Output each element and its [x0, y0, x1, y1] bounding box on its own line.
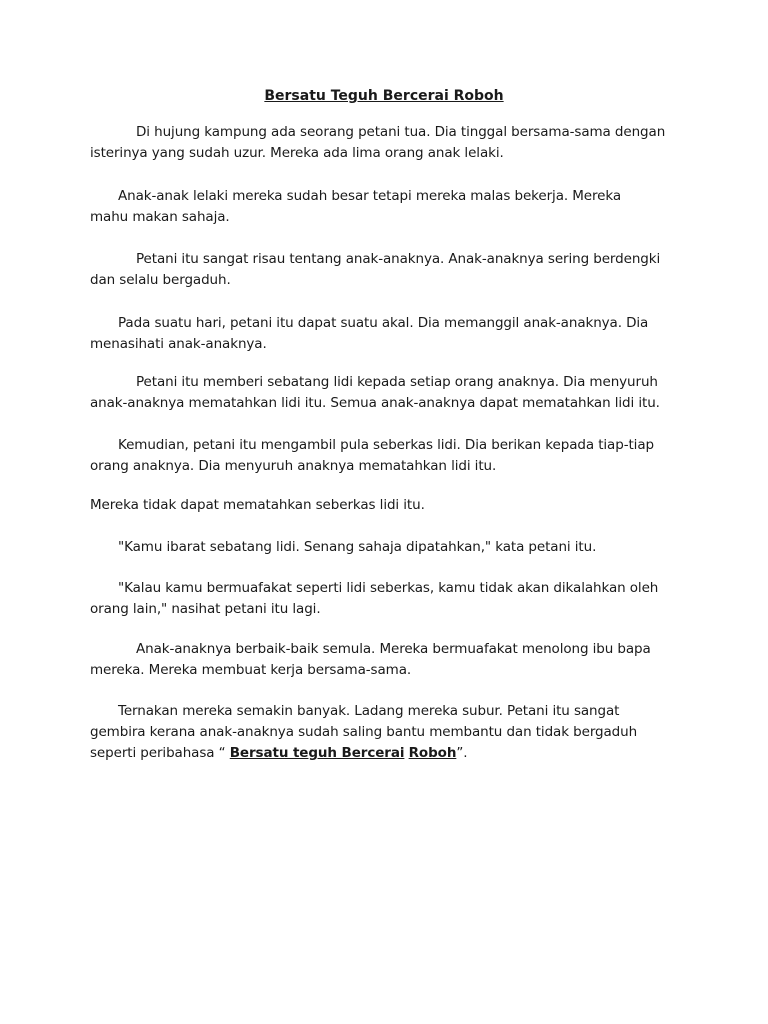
paragraph-4 [90, 313, 690, 355]
paragraph-line: Petani itu memberi sebatang lidi kepada setiap orang anaknya. Dia menyuruh [136, 374, 658, 390]
paragraph-line: orang anaknya. Dia menyuruh anaknya mematahkan lidi itu. [90, 458, 497, 474]
paragraph-line: orang lain," nasihat petani itu lagi. [90, 601, 321, 617]
paragraph-11 [90, 701, 690, 764]
proverb-suffix: ”. [456, 745, 468, 761]
paragraph-line: anak-anaknya mematahkan lidi itu. Semua anak-anaknya dapat mematahkan lidi itu. [90, 395, 660, 411]
paragraph-line: Ternakan mereka semakin banyak. Ladang mereka subur. Petani itu sangat [118, 703, 620, 719]
proverb-emphasis: Bersatu teguh Bercerai [229, 745, 405, 761]
paragraph-line: Anak-anaknya berbaik-baik semula. Mereka bermuafakat menolong ibu bapa [136, 641, 651, 657]
document-title: Bersatu Teguh Bercerai Roboh [264, 88, 504, 104]
paragraph-2 [90, 186, 690, 228]
paragraph-line: dan selalu bergaduh. [90, 272, 231, 288]
paragraph-9 [90, 578, 690, 620]
paragraph-line: Di hujung kampung ada seorang petani tua. Dia tinggal bersama-sama dengan [136, 124, 666, 140]
paragraph-line: Petani itu sangat risau tentang anak-anaknya. Anak-anaknya sering berdengki [136, 251, 661, 267]
paragraph-3 [90, 249, 690, 291]
paragraph-line: Pada suatu hari, petani itu dapat suatu akal. Dia memanggil anak-anaknya. Dia [118, 315, 649, 331]
paragraph-1 [90, 122, 690, 164]
paragraph-line: "Kalau kamu bermuafakat seperti lidi seberkas, kamu tidak akan dikalahkan oleh [118, 580, 659, 596]
paragraph-line: Kemudian, petani itu mengambil pula seberkas lidi. Dia berikan kepada tiap-tiap [118, 437, 654, 453]
paragraph-line: mereka. Mereka membuat kerja bersama-sama. [90, 662, 412, 678]
proverb-prefix: seperti peribahasa “ [90, 745, 230, 761]
paragraph-10 [90, 639, 690, 681]
paragraph-6 [90, 435, 690, 477]
paragraph-5 [90, 372, 690, 414]
paragraph-line: Anak-anak lelaki mereka sudah besar tetapi mereka malas bekerja. Mereka [118, 188, 622, 204]
paragraph-line: menasihati anak-anaknya. [90, 336, 267, 352]
paragraph-line: mahu makan sahaja. [90, 209, 230, 225]
paragraph-7 [90, 495, 690, 516]
paragraph-8 [90, 537, 690, 558]
paragraph-line-proverb [90, 743, 690, 764]
paragraph-line: Mereka tidak dapat mematahkan seberkas lidi itu. [90, 497, 425, 513]
paragraph-line: isterinya yang sudah uzur. Mereka ada lima orang anak lelaki. [90, 145, 504, 161]
paragraph-line: "Kamu ibarat sebatang lidi. Senang sahaja dipatahkan," kata petani itu. [118, 539, 597, 555]
proverb-emphasis-roboh: Roboh [408, 745, 457, 761]
paragraph-line: gembira kerana anak-anaknya sudah saling bantu membantu dan tidak bergaduh [90, 724, 638, 740]
